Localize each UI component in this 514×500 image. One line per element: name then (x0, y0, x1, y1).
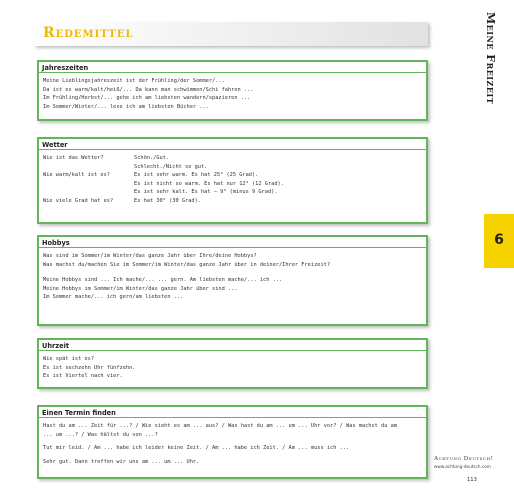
answer: Schlecht./Nicht so gut. (134, 163, 208, 170)
section-heading: Hobbys (39, 237, 426, 248)
answer: Es hat 30° (30 Grad). (134, 197, 201, 204)
section-termin (37, 405, 428, 479)
text-line: Im Frühling/Herbst/... gehe ich am liebsten wandern/spazieren ... (43, 95, 251, 102)
text-line: Es ist Viertel nach vier. (43, 373, 123, 380)
text-line: Sehr gut. Dann treffen wir uns am ... um ... Uhr. (43, 458, 200, 465)
text-line: Meine Hobbys im Sommer/im Winter/das ganze Jahr über sind ... (43, 285, 238, 292)
question: Wie viele Grad hat es? (43, 197, 114, 204)
phrase-row (43, 197, 422, 206)
text-line: Wie spät ist es? (43, 356, 95, 362)
text-line: Es ist sechzehn Uhr fünfzehn. (43, 364, 136, 371)
text-line: Im Sommer mache/... ich gern/am liebsten ... (43, 294, 184, 301)
section-heading: Wetter (39, 139, 426, 150)
footer-url[interactable]: www.achtung-deutsch.com (434, 464, 491, 469)
phrase-row (43, 154, 422, 171)
text-line: Im Sommer/Winter/... lese ich am liebsten Bücher ... (43, 103, 209, 110)
text-line: ... um ...? / Was hältst du von ...? (43, 431, 158, 438)
chapter-tab (484, 214, 514, 268)
question: Wie ist das Wetter? (43, 155, 104, 161)
text-line: Meine Hobbys sind ... Ich mache/... ... gern. Am liebsten mache/... ich ... (43, 277, 283, 284)
section-heading: Einen Termin finden (39, 407, 426, 418)
footer-brand: Achtung Deutsch! (434, 456, 494, 462)
page-number: 113 (467, 477, 477, 483)
text-line: Was machst du/machen Sie im Sommer/im Winter/das ganze Jahr über in deiner/Ihrer Freizeit? (43, 261, 331, 268)
text-line: Da ist es warm/kalt/heiß/... Da kann man schwimmen/Schi fahren ... (43, 86, 254, 93)
answer: Es ist nicht so warm. Es hat nur 12° (12 Grad). (134, 180, 284, 187)
text-line: Was sind im Sommer/im Winter/das ganze Jahr über Ihre/deine Hobbys? (43, 253, 257, 259)
page-title: Redemittel (43, 25, 134, 41)
text-line: Tut mir leid. / Am ... habe ich leider keine Zeit. / Am ... habe ich Zeit. / Am ... muss ich ... (43, 445, 350, 452)
answer: Es ist sehr warm. Es hat 25° (25 Grad). (134, 172, 259, 179)
text-line: Meine Lieblingsjahreszeit ist der Frühling/der Sommer/... (43, 78, 225, 84)
section-heading: Uhrzeit (39, 340, 426, 351)
section-heading: Jahreszeiten (39, 62, 426, 73)
answer: Schön./Gut. (134, 155, 170, 161)
text-line: Hast du am ... Zeit für ...? / Wie sieht es am ... aus? / Was hast du am ... um ... Uhr vor? / Was machst du am (43, 423, 397, 429)
section-uhrzeit (37, 338, 428, 389)
section-hobbys (37, 235, 428, 326)
answer: Es ist sehr kalt. Es hat – 9° (minus 9 Grad). (134, 189, 278, 196)
section-title-bar (34, 22, 428, 46)
side-chapter-label-text: Meine Freizeit (484, 12, 497, 105)
section-jahreszeiten (37, 60, 428, 121)
phrase-row (43, 171, 422, 197)
side-chapter-label (474, 12, 504, 132)
section-wetter (37, 137, 428, 224)
question: Wie warm/kalt ist es? (43, 172, 110, 179)
chapter-number: 6 (494, 232, 504, 248)
